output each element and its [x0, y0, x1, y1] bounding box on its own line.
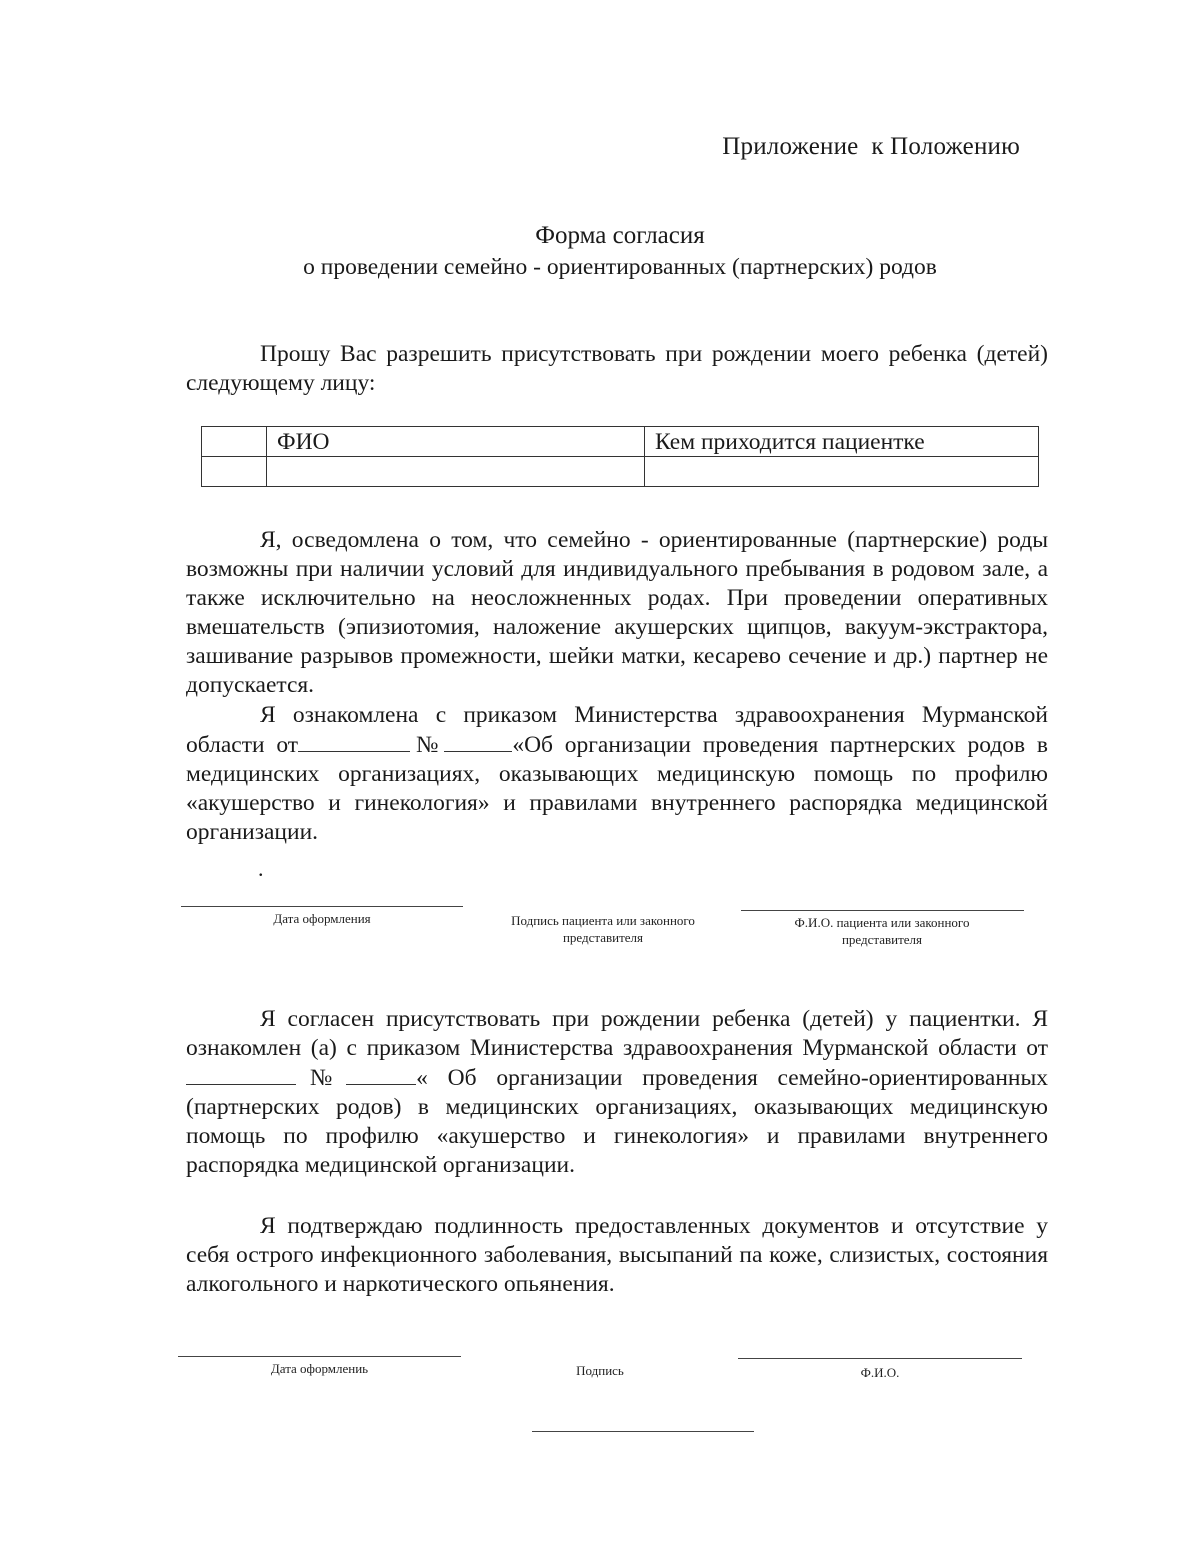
table-header-row	[202, 427, 1039, 457]
partner-signature-caption: Подпись	[576, 1363, 624, 1378]
partner-consent-text-end: « Об организации проведения семейно-ориентированных (партнерских родов) в медицинских организациях, оказывающих медицинскую помощь по профилю «акушерство и гинекология» и правилами внутреннего распорядка медицинской организации.	[186, 1065, 1049, 1179]
table-cell-relation[interactable]	[645, 457, 1039, 487]
table-cell-number[interactable]	[202, 457, 267, 487]
partner-consent-paragraph	[186, 1005, 1048, 1180]
partner-order-number-field[interactable]	[346, 1063, 416, 1085]
patient-date-caption: Дата оформления	[273, 911, 371, 926]
appendix-reference: Приложение к Положению	[722, 133, 1020, 160]
form-title: Форма согласия	[535, 222, 705, 249]
partner-date-line[interactable]	[178, 1356, 461, 1357]
order-text-end: «Об организации проведения партнерских родов в медицинских организациях, оказывающих медицинскую помощь по профилю «акушерство и гинекология» и правилами внутреннего распорядка медицинской организации.	[186, 732, 1049, 846]
partner-date-caption: Дата оформлениь	[270, 1361, 369, 1376]
order-acknowledgement-paragraph	[186, 701, 1048, 847]
stray-dot: .	[258, 856, 264, 881]
health-confirmation-paragraph: Я подтверждаю подлинность предоставленных документов и отсутствие у себя острого инфекционного заболевания, высыпаний па коже, слизистых, состояния алкогольного и наркотического опьянения.	[186, 1213, 1048, 1297]
partner-consent-text-start: Я согласен присутствовать при рождении ребенка (детей) у пациентки. Я ознакомлен (а) с приказом Министерства здравоохранения Мурманской области от	[186, 1006, 1048, 1061]
table-header-relation: Кем приходится пациентке	[645, 427, 1039, 457]
attendee-table	[201, 426, 1039, 487]
form-subtitle: о проведении семейно - ориентированных (партнерских) родов	[303, 254, 937, 280]
request-paragraph: Прошу Вас разрешить присутствовать при рождении моего ребенка (детей) следующему лицу:	[186, 341, 1048, 396]
order-number-label: №	[410, 732, 445, 759]
patient-name-line[interactable]	[741, 910, 1024, 911]
partner-order-date-field[interactable]	[186, 1063, 296, 1085]
table-header-number	[202, 427, 267, 457]
order-number-field[interactable]	[444, 730, 512, 752]
patient-signature-caption: Подпись пациента или законного представителя	[511, 913, 695, 945]
table-cell-fio[interactable]	[267, 457, 645, 487]
table-row	[202, 457, 1039, 487]
partner-order-number-label: №	[296, 1065, 347, 1092]
patient-name-caption: Ф.И.О. пациента или законного представителя	[794, 915, 970, 947]
order-date-field[interactable]	[298, 730, 410, 752]
awareness-paragraph: Я, осведомлена о том, что семейно - ориентированные (партнерские) роды возможны при наличии условий для индивидуального пребывания в родовом зале, а также исключительно на неосложненных родах. При проведении оперативных вмешательств (эпизиотомия, наложение акушерских щипцов, вакуум-экстрактора, зашивание разрывов промежности, шейки матки, кесарево сечение и др.) партнер не допускается.	[186, 527, 1048, 698]
partner-name-line[interactable]	[738, 1358, 1022, 1359]
partner-name-caption: Ф.И.О.	[860, 1365, 900, 1380]
order-text-start: Я ознакомлена с приказом Министерства здравоохранения Мурманской области от	[186, 702, 1048, 759]
table-header-fio: ФИО	[267, 427, 645, 457]
patient-date-line[interactable]	[181, 906, 463, 907]
partner-signature-line[interactable]	[532, 1431, 754, 1432]
